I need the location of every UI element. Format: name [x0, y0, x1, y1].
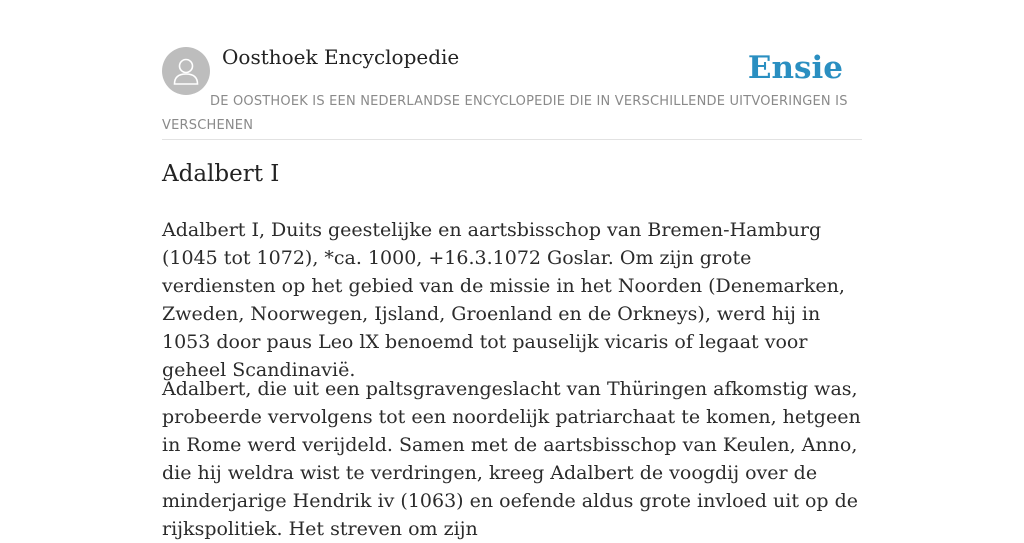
user-avatar-icon[interactable]: [162, 47, 210, 95]
article-title: Adalbert I: [162, 161, 280, 187]
article-paragraph-2: Adalbert, die uit een paltsgravengeslacht van Thüringen afkomstig was, probeerde vervolgens tot een noordelijk patriarchaat te komen, hetgeen in Rome werd verijdeld. Samen met de aartsbisschop van Keulen, Anno, die hij weldra wist te verdringen, kreeg Adalbert de voogdij over de minderjarige Hendrik iv (1063) en oefende aldus grote invloed uit op de rijkspolitiek. Het streven om zijn: [162, 378, 861, 540]
site-tagline: DE OOSTHOEK IS EEN NEDERLANDSE ENCYCLOPEDIE DIE IN VERSCHILLENDE UITVOERINGEN IS VERSCHENEN: [162, 94, 848, 133]
site-header: [162, 0, 862, 140]
page-container: [162, 0, 862, 540]
article-paragraph-1: Adalbert I, Duits geestelijke en aartsbisschop van Bremen-Hamburg (1045 tot 1072), *ca. 1000, +16.3.1072 Goslar. Om zijn grote verdiensten op het gebied van de missie in het Noorden (Denemarken, Zweden, Noorwegen, Ijsland, Groenland en de Orkneys), werd hij in 1053 door paus Leo lX benoemd tot pauselijk vicaris of legaat voor geheel Scandinavië.: [162, 219, 845, 381]
brand-logo-link[interactable]: Ensie: [747, 50, 843, 86]
site-name-link[interactable]: Oosthoek Encyclopedie: [222, 45, 460, 69]
